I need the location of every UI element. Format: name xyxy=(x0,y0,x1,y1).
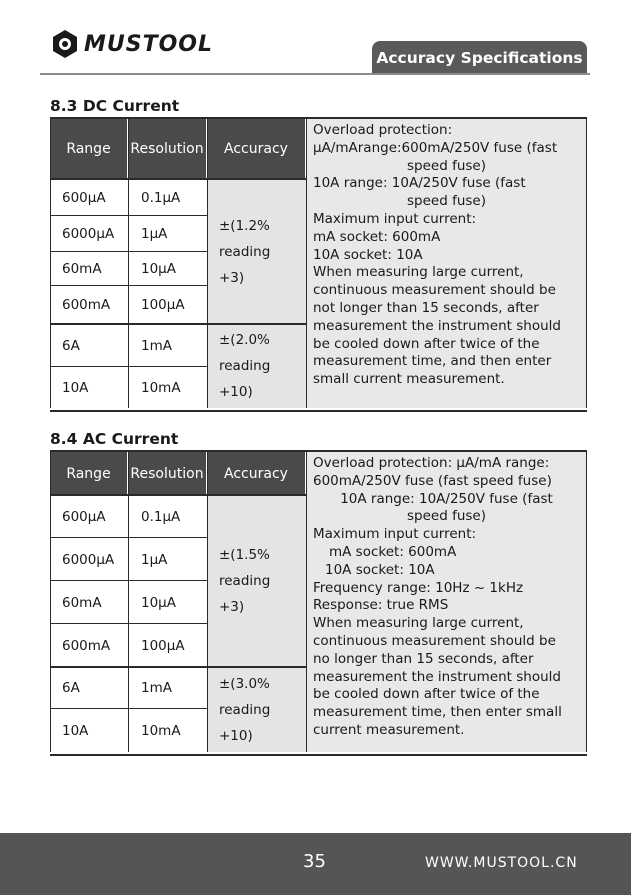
page-footer xyxy=(0,833,631,895)
range-cell: 60mA xyxy=(62,261,102,277)
accuracy-line: +3) xyxy=(219,599,245,615)
note-line: measurement the instrument should xyxy=(313,317,561,334)
column-divider xyxy=(128,452,129,752)
column-header: Resolution xyxy=(128,119,207,179)
resolution-cell: 100μA xyxy=(141,637,185,654)
note-line: 10A socket: 10A xyxy=(325,561,435,578)
column-divider xyxy=(128,119,129,408)
header-divider xyxy=(40,73,590,75)
resolution-cell: 100μA xyxy=(141,297,185,313)
range-cell: 10A xyxy=(62,722,89,739)
note-line: 600mA/250V fuse (fast speed fuse) xyxy=(313,472,552,489)
note-line: be cooled down after twice of the xyxy=(313,686,540,703)
note-line: Overload protection: xyxy=(313,122,453,138)
note-line: 10A socket: 10A xyxy=(313,246,423,263)
note-line: Response: true RMS xyxy=(313,597,449,614)
column-divider xyxy=(586,452,587,752)
resolution-cell: 1mA xyxy=(141,680,172,696)
accuracy-line: +10) xyxy=(219,384,253,400)
accuracy-line: +3) xyxy=(219,269,245,286)
website-link: WWW.MUSTOOL.CN xyxy=(425,855,578,871)
note-line: speed fuse) xyxy=(407,508,486,525)
header-divider xyxy=(50,494,306,496)
accuracy-line: ±(1.5% xyxy=(219,547,270,563)
header-divider xyxy=(50,178,306,180)
notes-panel xyxy=(307,452,586,752)
note-line: μA/mArange:600mA/250V fuse (fast xyxy=(313,139,558,156)
accuracy-cell xyxy=(207,495,306,667)
page-number: 35 xyxy=(303,851,326,872)
accuracy-line: reading xyxy=(219,243,271,260)
note-line: 10A range: 10A/250V fuse (fast xyxy=(340,490,553,507)
column-divider xyxy=(586,119,587,408)
note-line: no longer than 15 seconds, after xyxy=(313,650,534,667)
range-cell: 6000μA xyxy=(62,551,115,568)
ac-section-title: 8.4 AC Current xyxy=(50,430,179,448)
accuracy-line: ±(2.0% xyxy=(219,332,270,348)
note-line: current measurement. xyxy=(313,721,465,738)
note-line: Overload protection: μA/mA range: xyxy=(313,455,550,471)
range-cell: 600mA xyxy=(62,297,111,313)
column-divider xyxy=(50,452,51,752)
group-divider xyxy=(50,666,306,668)
section-tab: Accuracy Specifications xyxy=(372,41,587,75)
column-header: Accuracy xyxy=(207,452,306,495)
note-line: Maximum input current: xyxy=(313,526,477,543)
note-line: measurement the instrument should xyxy=(313,668,561,685)
note-line: Maximum input current: xyxy=(313,210,477,227)
notes-panel xyxy=(307,119,586,408)
resolution-cell: 10mA xyxy=(141,722,181,739)
accuracy-cell xyxy=(207,324,306,408)
note-line: speed fuse) xyxy=(407,157,486,174)
resolution-cell: 0.1μA xyxy=(141,508,181,525)
accuracy-line: ±(1.2% xyxy=(219,217,270,234)
range-cell: 6A xyxy=(62,680,80,696)
accuracy-line: ±(3.0% xyxy=(219,675,270,692)
brand-logo xyxy=(50,28,213,60)
column-header: Range xyxy=(50,452,128,495)
note-line: When measuring large current, xyxy=(313,615,524,632)
note-line: small current measurement. xyxy=(313,371,505,388)
resolution-cell: 10μA xyxy=(141,594,177,611)
resolution-cell: 1μA xyxy=(141,551,168,568)
column-divider xyxy=(50,119,51,408)
range-cell: 10A xyxy=(62,379,89,396)
logo-wordmark: MUSTOOL xyxy=(84,31,214,57)
note-line: mA socket: 600mA xyxy=(313,228,441,245)
note-line: not longer than 15 seconds, after xyxy=(313,299,539,316)
range-cell: 6000μA xyxy=(62,226,115,242)
note-line: Frequency range: 10Hz ~ 1kHz xyxy=(313,579,524,596)
note-line: measurement time, and then enter xyxy=(313,353,552,370)
range-cell: 600μA xyxy=(62,189,106,206)
column-header: Range xyxy=(50,119,128,179)
range-cell: 6A xyxy=(62,337,80,354)
resolution-cell: 10μA xyxy=(141,261,177,277)
resolution-cell: 1mA xyxy=(141,337,172,354)
column-divider xyxy=(207,452,208,752)
accuracy-line: reading xyxy=(219,573,271,589)
accuracy-line: reading xyxy=(219,701,271,718)
note-line: continuous measurement should be xyxy=(313,282,556,299)
column-divider xyxy=(207,119,208,408)
note-line: mA socket: 600mA xyxy=(329,543,457,560)
accuracy-cell xyxy=(207,179,306,324)
note-line: 10A range: 10A/250V fuse (fast xyxy=(313,175,526,192)
note-line: measurement time, then enter small xyxy=(313,704,562,721)
group-divider xyxy=(50,323,306,325)
ac-spec-table xyxy=(50,450,587,756)
dc-spec-table xyxy=(50,117,587,412)
hex-nut-icon xyxy=(50,29,80,59)
resolution-cell: 10mA xyxy=(141,379,181,396)
column-header: Accuracy xyxy=(207,119,306,179)
resolution-cell: 1μA xyxy=(141,226,168,242)
range-cell: 600μA xyxy=(62,508,106,525)
column-header: Resolution xyxy=(128,452,207,495)
range-cell: 60mA xyxy=(62,594,102,611)
range-cell: 600mA xyxy=(62,637,111,654)
note-line: be cooled down after twice of the xyxy=(313,335,540,352)
dc-section-title: 8.3 DC Current xyxy=(50,97,180,115)
note-line: continuous measurement should be xyxy=(313,632,556,649)
accuracy-cell xyxy=(207,667,306,752)
accuracy-line: reading xyxy=(219,358,271,374)
accuracy-line: +10) xyxy=(219,727,253,744)
note-line: When measuring large current, xyxy=(313,264,524,281)
note-line: speed fuse) xyxy=(407,193,486,210)
resolution-cell: 0.1μA xyxy=(141,189,181,206)
